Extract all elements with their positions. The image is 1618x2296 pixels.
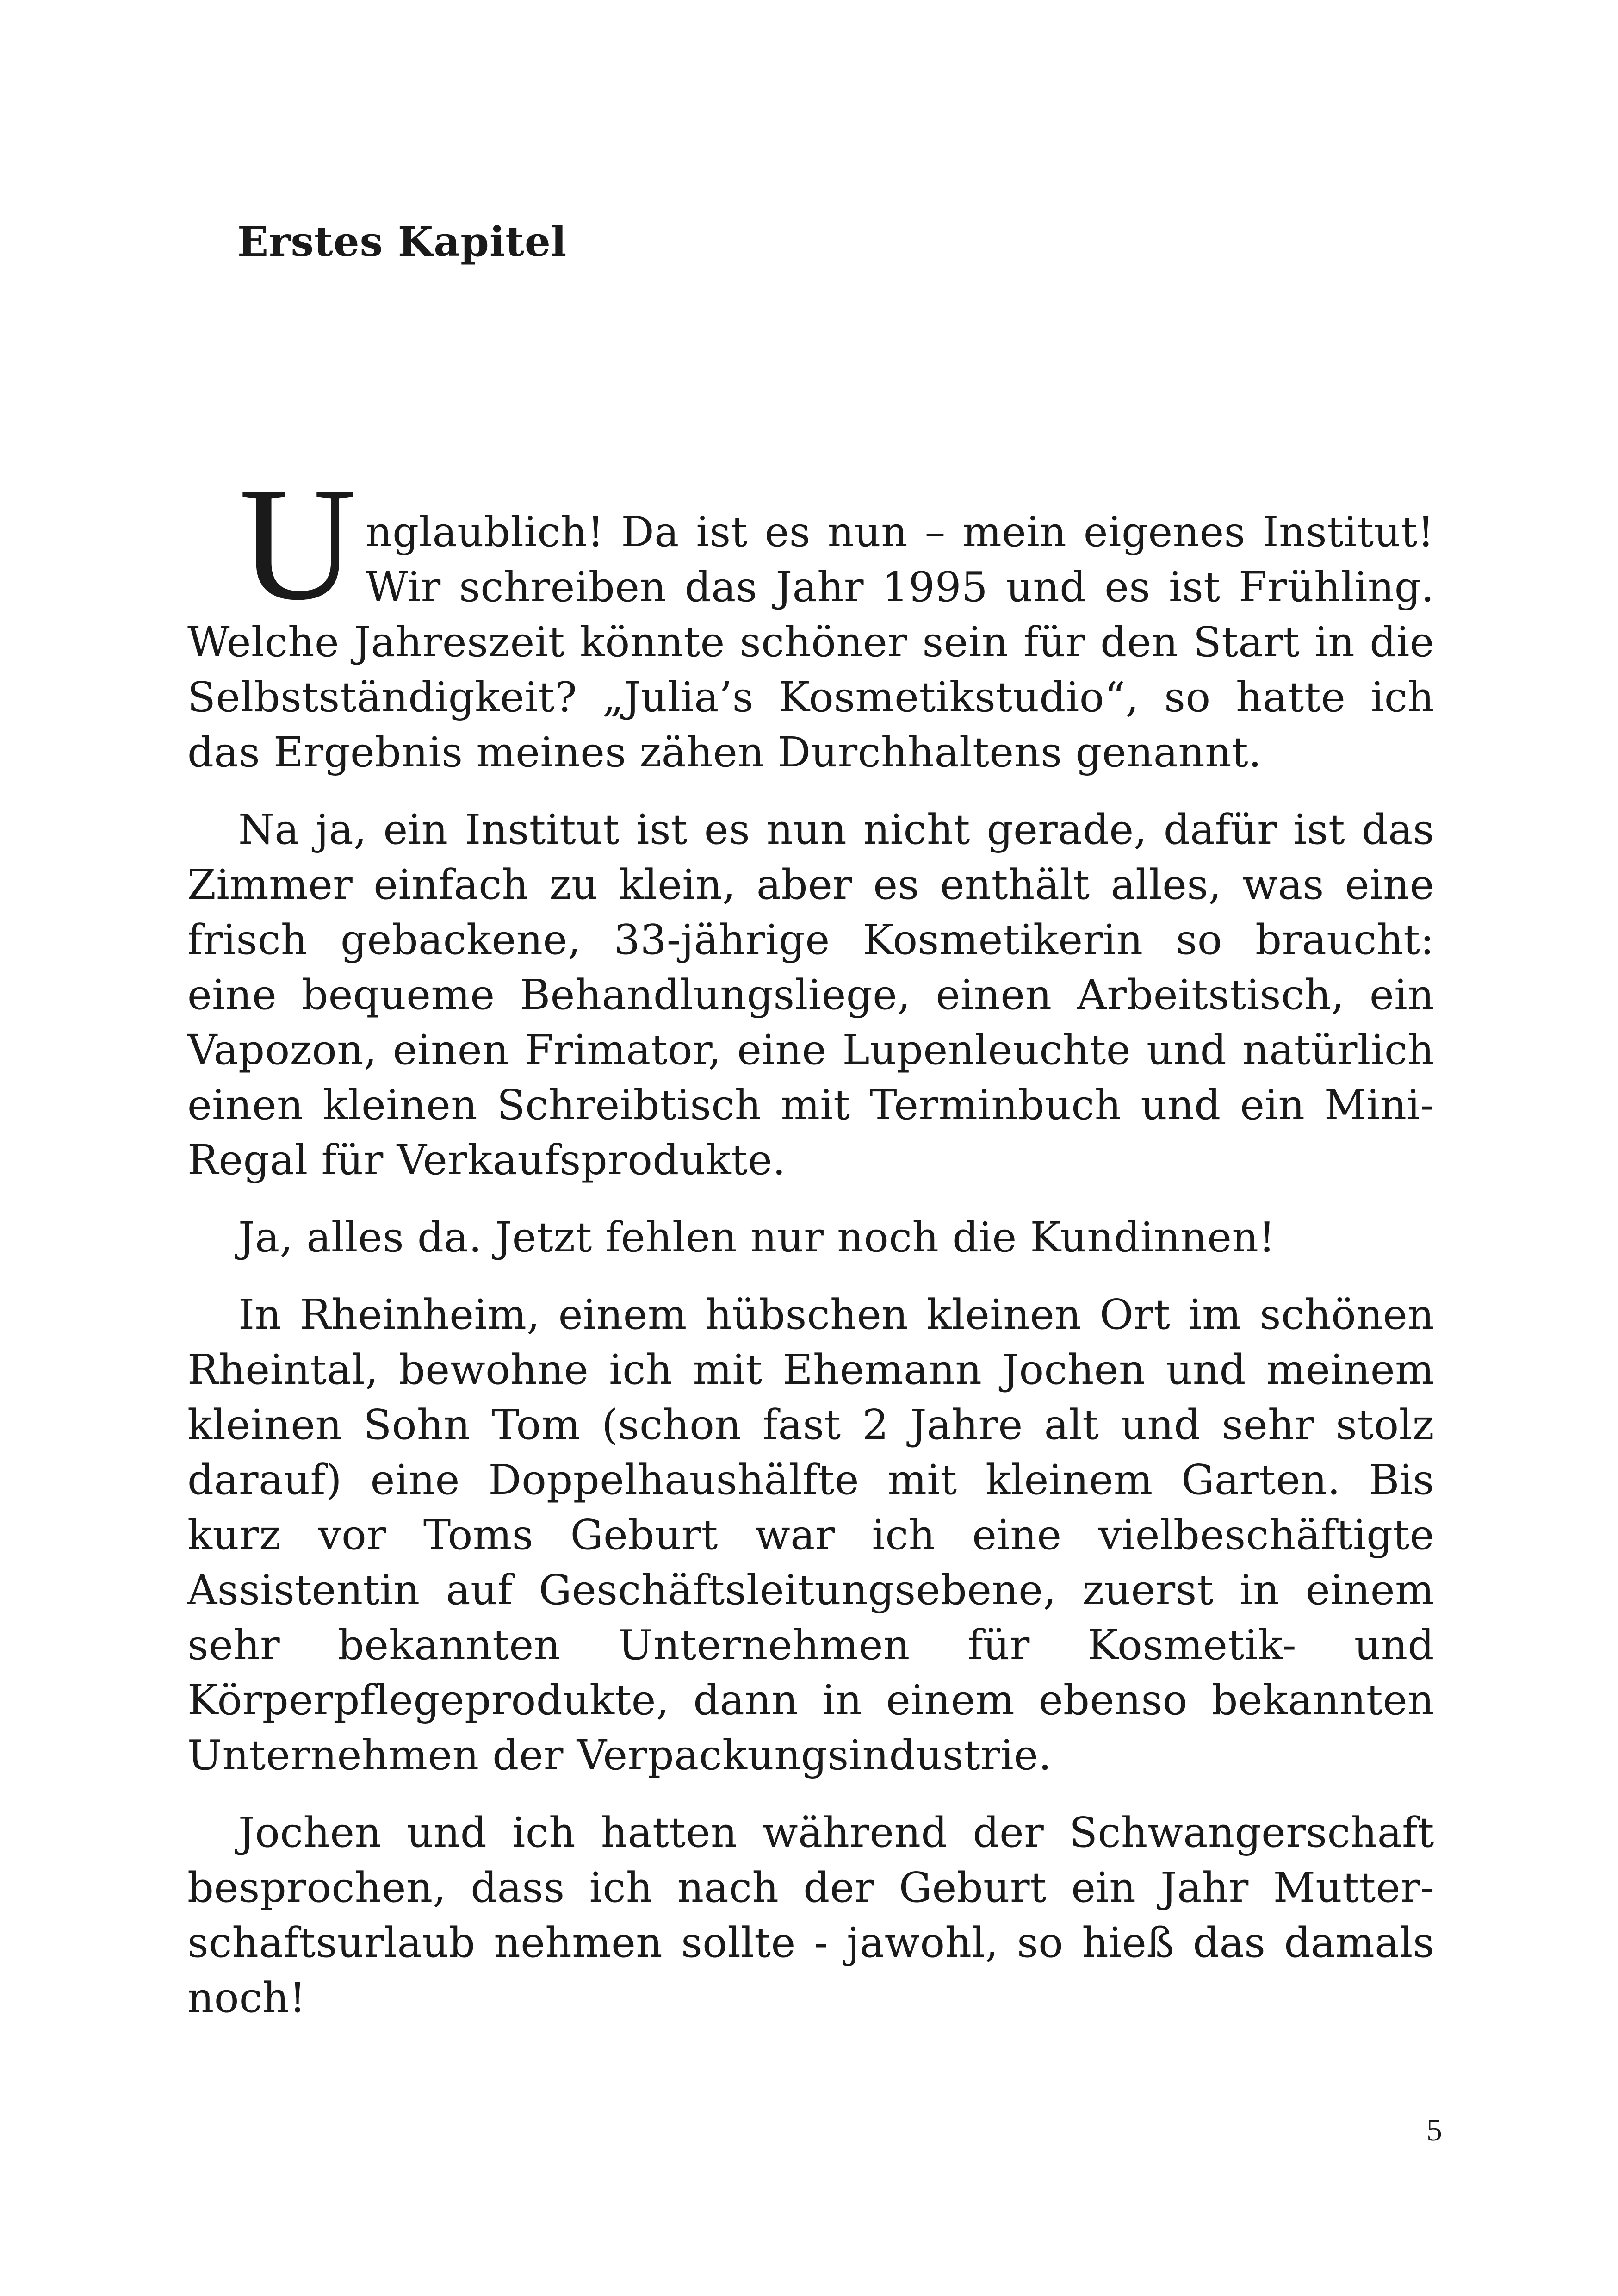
paragraph-1 bbox=[187, 454, 1434, 780]
paragraph-5: Jochen und ich hatten während der Schwangerschaft besprochen, dass ich nach der Geburt ein Jahr Mutterschaftsurlaub nehmen sollte - jawohl, so hieß das damals noch! bbox=[187, 1808, 1434, 2022]
paragraph-3: Ja, alles da. Jetzt fehlen nur noch die Kundinnen! bbox=[238, 1213, 1276, 1261]
body-text bbox=[187, 454, 1434, 2047]
chapter-title: Erstes Kapitel bbox=[237, 218, 567, 266]
drop-cap: U bbox=[239, 454, 357, 634]
paragraph-4: In Rheinheim, einem hübschen kleinen Ort im schönen Rheintal, bewohne ich mit Ehemann Jochen und meinem kleinen Sohn Tom (schon fast 2 Jahre alt und sehr stolz darauf) eine Doppelhaushälfte mit kleinem Garten. Bis kurz vor Toms Geburt war ich eine vielbeschäftigte Assistentin auf Geschäftsleitungsebene, zuerst in einem sehr bekannten Unternehmen für Kosmetik- und Körperpflegeprodukte, dann in einem ebenso bekannten Unternehmen der Verpackungsindustrie. bbox=[187, 1290, 1434, 1779]
paragraph-1-text: nglaublich! Da ist es nun – mein eigenes Institut! Wir schreiben das Jahr 1995 und es ist Frühling. Welche Jahreszeit könnte schöner sein für den Start in die Selbstständigkeit? „Julia’s Kosmetikstudio“, so hatte ich das Ergebnis meines zähen Durchhaltens genannt. bbox=[187, 508, 1434, 776]
paragraph-2: Na ja, ein Institut ist es nun nicht gerade, dafür ist das Zimmer einfach zu klein, aber es enthält alles, was eine frisch gebackene, 33-jährige Kosmetikerin so braucht: eine bequeme Behandlungsliege, einen Arbeitstisch, ein Vapozon, einen Frimator, eine Lupenleuchte und natürlich einen kleinen Schreibtisch mit Terminbuch und ein Mini-Regal für Verkaufsprodukte. bbox=[187, 805, 1434, 1184]
page-number: 5 bbox=[1426, 2112, 1442, 2147]
